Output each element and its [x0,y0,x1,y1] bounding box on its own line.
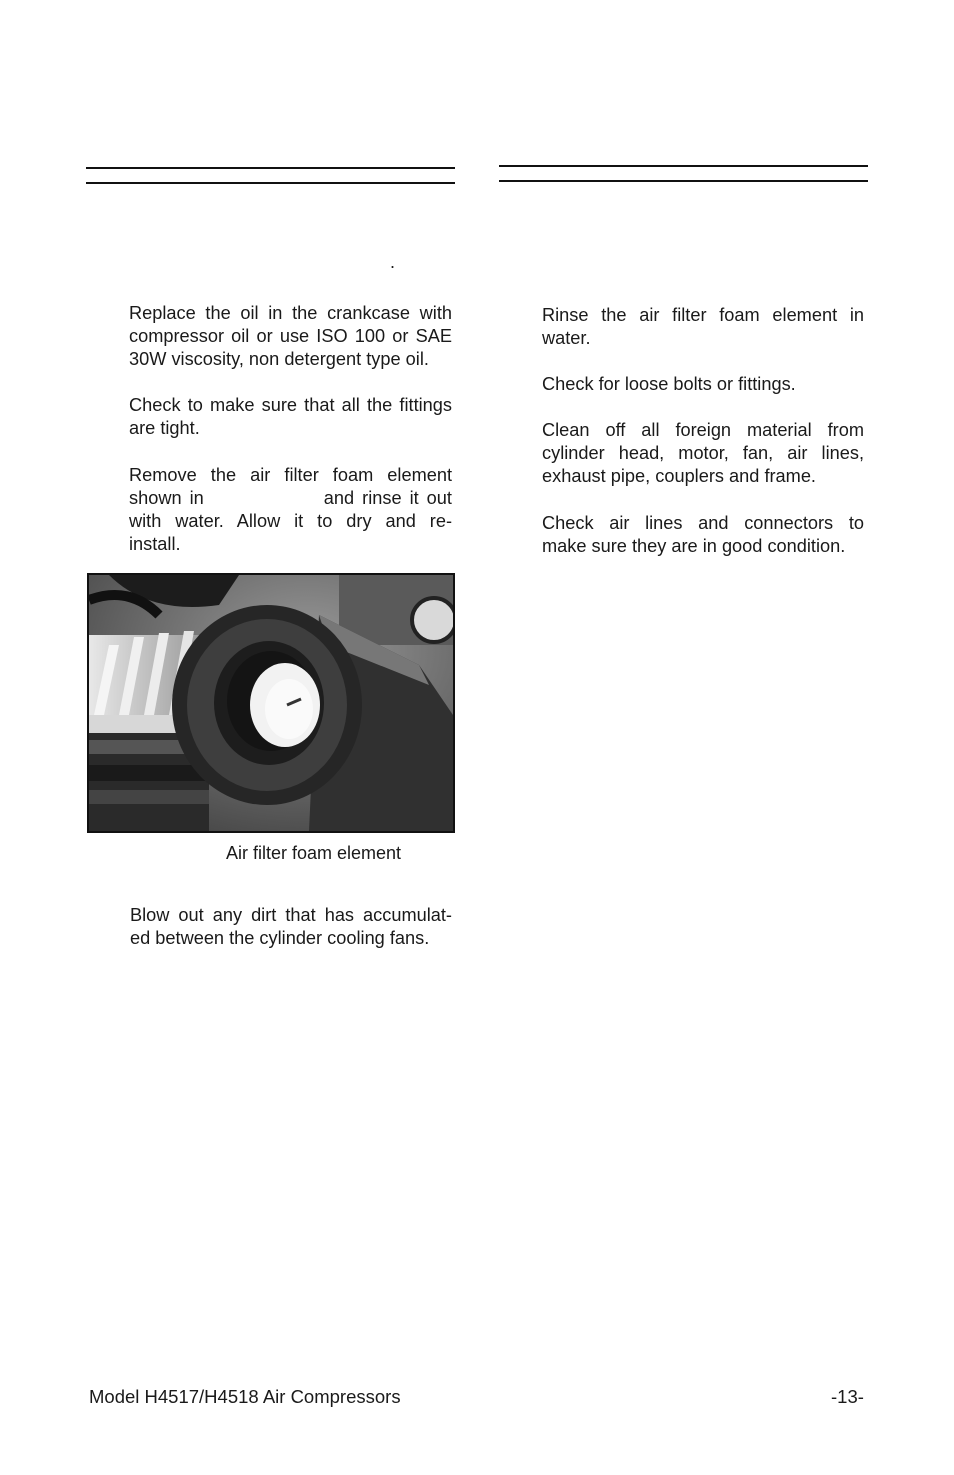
footer-page-number: -13- [831,1386,864,1407]
left-para-blow-out [130,904,452,950]
text-fragment: shown in [129,488,204,508]
left-header-rule-bottom [86,182,455,184]
right-header-rule-bottom [499,180,868,182]
text-line: water. [542,328,591,348]
text-line: Check air lines and connectors to [542,513,864,533]
text-line: Rinse the air filter foam element in [542,305,864,325]
text-line-with-gap [129,487,452,510]
figure-caption: Air filter foam element [226,843,402,863]
text-fragment: and rinse it out [323,488,452,508]
text-line: install. [129,534,181,554]
stray-mark: . [390,252,396,272]
right-para-clean [542,419,864,488]
left-para-fittings [129,394,452,440]
left-header-rule-top [86,167,455,169]
left-para-air-filter [129,464,452,556]
text-line: cylinder head, motor, fan, air lines, [542,443,864,463]
text-line: Check to make sure that all the fittings [129,395,452,415]
text-line: compressor oil or use ISO 100 or SAE [129,326,452,346]
text-line: Clean off all foreign material from [542,420,864,440]
text-line: are tight. [129,418,200,438]
text-line: 30W viscosity, non detergent type oil. [129,349,429,369]
right-header-rule-top [499,165,868,167]
right-para-bolts [542,373,864,396]
right-para-air-lines [542,512,864,558]
text-line: ed between the cylinder cooling fans. [130,928,430,948]
text-line: make sure they are in good condition. [542,536,846,556]
text-line: Blow out any dirt that has accumulat- [130,905,452,925]
air-filter-photo [87,573,455,833]
text-line: exhaust pipe, couplers and frame. [542,466,816,486]
text-line: with water. Allow it to dry and re- [129,511,452,531]
text-line: Replace the oil in the crankcase with [129,303,452,323]
footer-model: Model H4517/H4518 Air Compressors [89,1386,401,1407]
text-line: Check for loose bolts or fittings. [542,374,796,394]
text-line: Remove the air filter foam element [129,465,452,485]
air-filter-photo-illustration [89,575,453,831]
left-para-oil [129,302,452,371]
right-para-rinse [542,304,864,350]
